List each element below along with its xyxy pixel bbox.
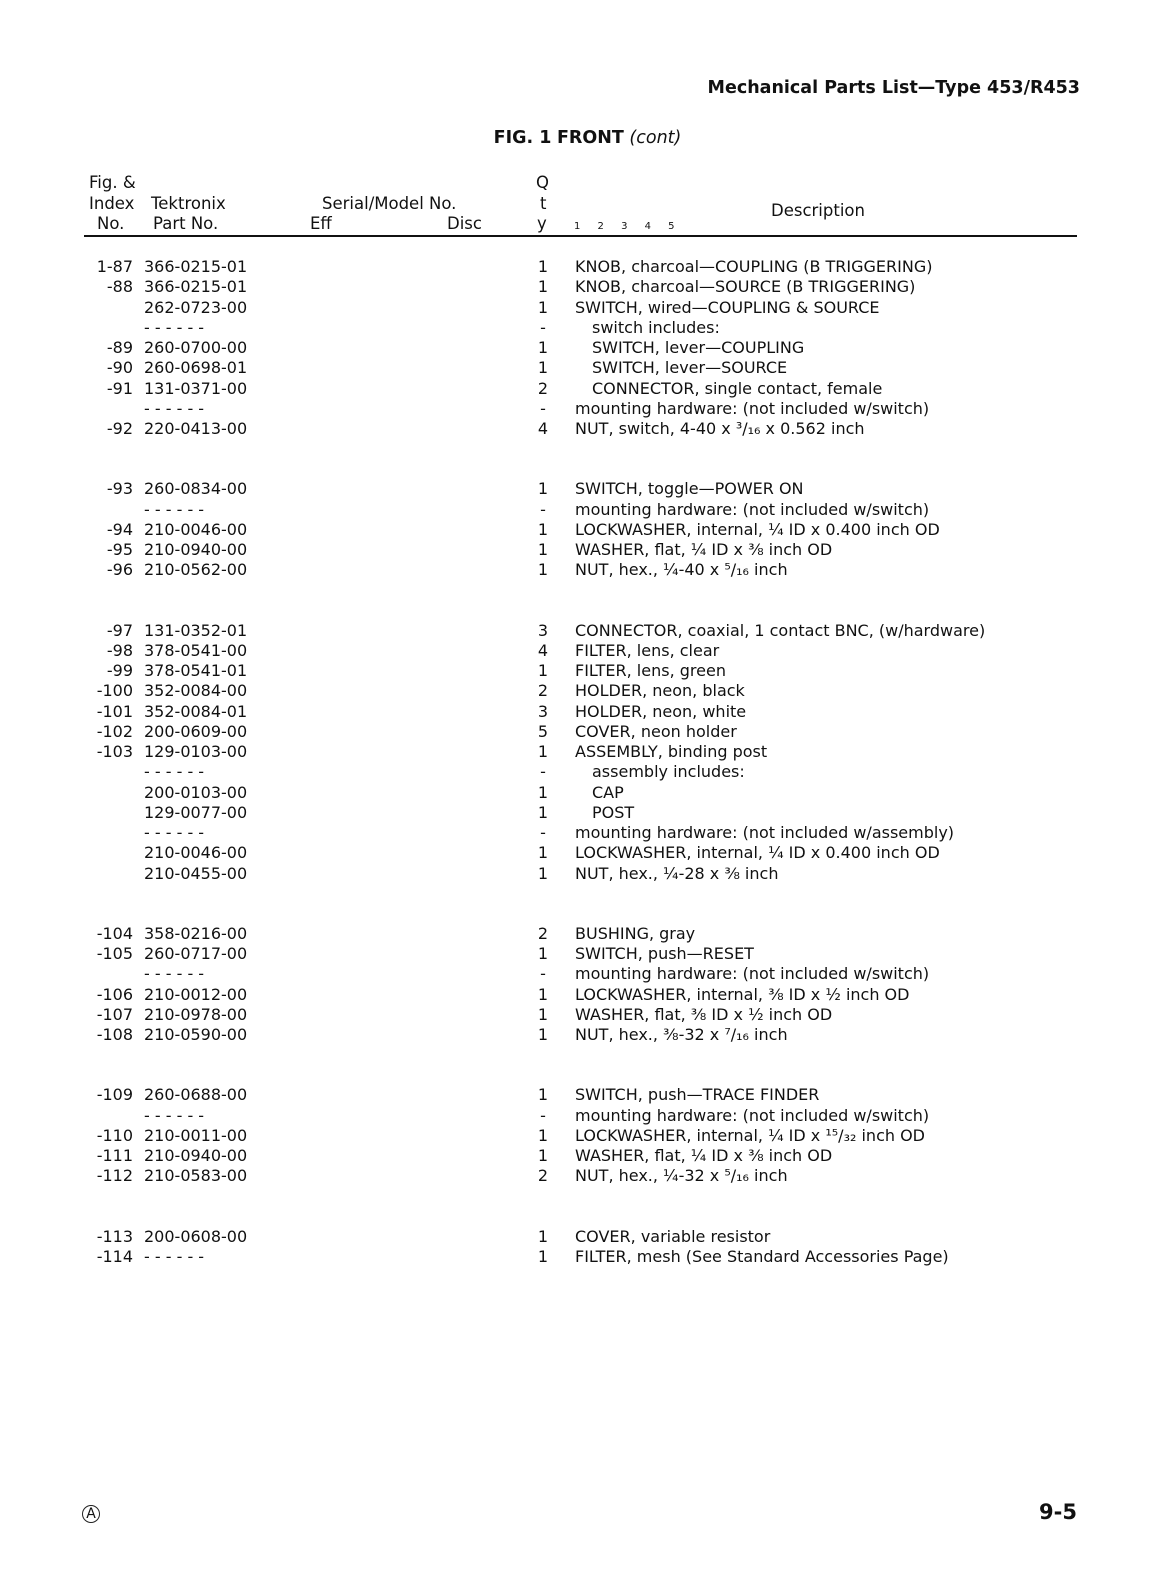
part-number-cell: 220-0413-00 — [144, 419, 248, 438]
index-cell: -109 — [96, 1085, 133, 1105]
index-cell: -111 — [96, 1146, 133, 1165]
quantity-cell: 1 — [537, 1226, 549, 1246]
col-header-fig: Fig. & — [89, 173, 136, 192]
col-header-part-no: Part No. — [153, 214, 219, 233]
index-cell: -89 — [106, 338, 133, 357]
quantity-cell: - — [540, 1105, 546, 1125]
index-cell: -98 — [106, 640, 133, 660]
table-row — [0, 358, 1175, 378]
part-number-cell: 210-0562-00 — [144, 560, 248, 580]
description-cell: SWITCH, wired—COUPLING & SOURCE — [575, 297, 880, 317]
part-number-cell: 262-0723-00 — [144, 297, 248, 317]
col-header-eff: Eff — [310, 214, 332, 233]
index-cell: -112 — [96, 1166, 133, 1186]
index-cell: -114 — [96, 1246, 133, 1266]
quantity-cell: 1 — [537, 661, 549, 680]
index-cell: -102 — [96, 721, 133, 741]
description-cell: LOCKWASHER, internal, ¼ ID x 0.400 inch OD — [575, 843, 940, 863]
index-cell: -91 — [106, 378, 133, 398]
index-cell: -110 — [96, 1125, 133, 1145]
index-cell: -88 — [106, 277, 133, 297]
col-header-index: Index — [89, 194, 135, 213]
description-cell: switch includes: — [592, 317, 720, 337]
part-number-cell: 260-0834-00 — [144, 479, 248, 499]
table-row — [0, 479, 1175, 499]
description-cell: CONNECTOR, coaxial, 1 contact BNC, (w/hardware) — [575, 620, 986, 640]
part-number-cell: 210-0011-00 — [144, 1125, 248, 1145]
part-number-cell: 260-0717-00 — [144, 944, 248, 963]
description-cell: COVER, neon holder — [575, 721, 737, 741]
table-row — [0, 277, 1175, 297]
part-number-cell: 366-0215-01 — [144, 277, 248, 297]
index-cell: -106 — [96, 984, 133, 1004]
part-number-cell: 131-0371-00 — [144, 378, 248, 398]
quantity-cell: 2 — [537, 1166, 549, 1186]
part-number-cell: - - - - - - — [144, 823, 205, 842]
table-row — [0, 399, 1175, 419]
quantity-cell: 1 — [537, 560, 549, 580]
figure-title — [0, 128, 1175, 148]
table-row — [0, 500, 1175, 520]
quantity-cell: 1 — [537, 1146, 549, 1165]
description-cell: FILTER, lens, green — [575, 661, 726, 680]
table-row — [0, 621, 1175, 641]
index-cell: -95 — [106, 540, 133, 559]
quantity-cell: 1 — [537, 802, 549, 822]
running-head: Mechanical Parts List—Type 453/R453 — [707, 78, 1080, 98]
part-number-cell: 210-0940-00 — [144, 1146, 248, 1165]
group-spacer — [0, 581, 1175, 621]
quantity-cell: 2 — [537, 681, 549, 701]
quantity-cell: 1 — [537, 984, 549, 1004]
description-cell: mounting hardware: (not included w/switch) — [575, 1105, 930, 1125]
group-spacer — [0, 439, 1175, 479]
figure-number: FIG. 1 — [493, 128, 552, 148]
part-number-cell: 260-0698-01 — [144, 358, 248, 378]
description-cell: FILTER, mesh (See Standard Accessories Page) — [575, 1246, 949, 1266]
quantity-cell: 1 — [537, 277, 549, 297]
table-row — [0, 540, 1175, 560]
table-row — [0, 641, 1175, 661]
table-row — [0, 661, 1175, 681]
table-row — [0, 762, 1175, 782]
quantity-cell: 1 — [537, 843, 549, 863]
part-number-cell: 378-0541-01 — [144, 661, 248, 680]
col-header-serial: Serial/Model No. — [322, 194, 457, 213]
table-row — [0, 419, 1175, 439]
index-cell: -97 — [106, 620, 133, 640]
description-cell: NUT, switch, 4-40 x ³/₁₆ x 0.562 inch — [575, 419, 865, 438]
index-cell: -94 — [106, 519, 133, 539]
part-number-cell: 129-0103-00 — [144, 742, 248, 761]
index-cell: -104 — [96, 923, 133, 943]
index-cell: -113 — [96, 1226, 133, 1246]
part-number-cell: - - - - - - — [144, 499, 205, 519]
table-row — [0, 338, 1175, 358]
footer-mark: A — [82, 1505, 100, 1523]
part-number-cell: 200-0103-00 — [144, 782, 248, 802]
table-row — [0, 864, 1175, 884]
table-row — [0, 964, 1175, 984]
group-spacer — [0, 1187, 1175, 1227]
index-cell: -105 — [96, 944, 133, 963]
col-header-qty-t: t — [540, 194, 547, 213]
part-number-cell: 210-0978-00 — [144, 1004, 248, 1024]
part-number-cell: - - - - - - — [144, 1246, 205, 1266]
quantity-cell: 4 — [537, 640, 549, 660]
group-spacer — [0, 1045, 1175, 1085]
index-cell: -100 — [96, 681, 133, 701]
part-number-cell: 352-0084-01 — [144, 701, 248, 721]
col-header-disc: Disc — [447, 214, 482, 233]
figure-cont: (cont) — [629, 128, 682, 148]
col-header-tektronix: Tektronix — [151, 194, 226, 213]
description-cell: LOCKWASHER, internal, ¼ ID x 0.400 inch OD — [575, 519, 940, 539]
description-cell: WASHER, flat, ¼ ID x ⅜ inch OD — [575, 540, 833, 559]
index-cell: -101 — [96, 701, 133, 721]
quantity-cell: 1 — [537, 782, 549, 802]
table-row — [0, 742, 1175, 762]
description-cell: SWITCH, push—TRACE FINDER — [575, 1085, 820, 1105]
quantity-cell: 1 — [537, 358, 549, 378]
description-cell: HOLDER, neon, white — [575, 701, 747, 721]
page-number: 9-5 — [1039, 1500, 1077, 1524]
quantity-cell: 2 — [537, 378, 549, 398]
table-row — [0, 1247, 1175, 1267]
index-cell: -90 — [106, 358, 133, 378]
quantity-cell: - — [540, 762, 546, 782]
col-header-no: No. — [97, 214, 125, 233]
index-cell: -96 — [106, 560, 133, 580]
table-row — [0, 1025, 1175, 1045]
quantity-cell: 1 — [537, 479, 549, 499]
group-spacer — [0, 884, 1175, 924]
description-cell: WASHER, flat, ⅜ ID x ½ inch OD — [575, 1004, 833, 1024]
description-cell: BUSHING, gray — [575, 923, 696, 943]
part-number-cell: 200-0609-00 — [144, 721, 248, 741]
table-row — [0, 379, 1175, 399]
table-row — [0, 298, 1175, 318]
quantity-cell: 1 — [537, 1025, 549, 1044]
description-cell: SWITCH, toggle—POWER ON — [575, 479, 804, 499]
description-cell: LOCKWASHER, internal, ⅜ ID x ½ inch OD — [575, 984, 910, 1004]
part-number-cell: 358-0216-00 — [144, 923, 248, 943]
table-row — [0, 702, 1175, 722]
description-cell: HOLDER, neon, black — [575, 681, 745, 701]
index-cell: -103 — [96, 742, 133, 761]
col-header-qty-y: y — [537, 214, 547, 233]
description-cell: mounting hardware: (not included w/assembly) — [575, 823, 955, 842]
description-cell: SWITCH, lever—COUPLING — [592, 338, 805, 357]
table-row — [0, 944, 1175, 964]
part-number-cell: 210-0455-00 — [144, 863, 248, 883]
table-row — [0, 985, 1175, 1005]
part-number-cell: 366-0215-01 — [144, 257, 248, 276]
table-row — [0, 924, 1175, 944]
table-row — [0, 783, 1175, 803]
table-row — [0, 520, 1175, 540]
description-cell: NUT, hex., ¼-40 x ⁵/₁₆ inch — [575, 560, 788, 580]
quantity-cell: 3 — [537, 701, 549, 721]
part-number-cell: 210-0046-00 — [144, 843, 248, 863]
quantity-cell: 1 — [537, 742, 549, 761]
table-row — [0, 803, 1175, 823]
part-number-cell: 378-0541-00 — [144, 640, 248, 660]
description-cell: POST — [592, 802, 635, 822]
description-cell: KNOB, charcoal—SOURCE (B TRIGGERING) — [575, 277, 916, 297]
description-cell: CONNECTOR, single contact, female — [592, 378, 883, 398]
index-cell: -93 — [106, 479, 133, 499]
description-cell: KNOB, charcoal—COUPLING (B TRIGGERING) — [575, 257, 933, 276]
col-header-levels: 1 2 3 4 5 — [574, 221, 682, 232]
description-cell: ASSEMBLY, binding post — [575, 742, 768, 761]
quantity-cell: 5 — [537, 721, 549, 741]
quantity-cell: 1 — [537, 1085, 549, 1105]
description-cell: NUT, hex., ¼-32 x ⁵/₁₆ inch — [575, 1166, 788, 1186]
table-row — [0, 1227, 1175, 1247]
description-cell: CAP — [592, 782, 624, 802]
part-number-cell: 200-0608-00 — [144, 1226, 248, 1246]
index-cell: -107 — [96, 1004, 133, 1024]
description-cell: SWITCH, push—RESET — [575, 944, 754, 963]
table-row — [0, 1126, 1175, 1146]
description-cell: NUT, hex., ⅜-32 x ⁷/₁₆ inch — [575, 1025, 788, 1044]
part-number-cell: 210-0583-00 — [144, 1166, 248, 1186]
part-number-cell: 260-0688-00 — [144, 1085, 248, 1105]
part-number-cell: 131-0352-01 — [144, 620, 248, 640]
col-header-description: Description — [771, 201, 865, 220]
table-row — [0, 1106, 1175, 1126]
part-number-cell: 210-0940-00 — [144, 540, 248, 559]
index-cell: 1-87 — [96, 257, 133, 276]
table-row — [0, 1085, 1175, 1105]
quantity-cell: 2 — [537, 923, 549, 943]
part-number-cell: 210-0590-00 — [144, 1025, 248, 1044]
description-cell: assembly includes: — [592, 762, 745, 782]
part-number-cell: - - - - - - — [144, 317, 205, 337]
quantity-cell: - — [540, 317, 546, 337]
quantity-cell: - — [540, 398, 546, 418]
table-row — [0, 823, 1175, 843]
part-number-cell: 210-0012-00 — [144, 984, 248, 1004]
quantity-cell: 3 — [537, 620, 549, 640]
col-header-qty-q: Q — [536, 173, 549, 192]
description-cell: mounting hardware: (not included w/switch) — [575, 964, 930, 984]
part-number-cell: 129-0077-00 — [144, 802, 248, 822]
table-row — [0, 1166, 1175, 1186]
header-rule — [84, 235, 1077, 237]
table-row — [0, 1146, 1175, 1166]
quantity-cell: 4 — [537, 419, 549, 438]
quantity-cell: 1 — [537, 863, 549, 883]
description-cell: FILTER, lens, clear — [575, 640, 720, 660]
part-number-cell: - - - - - - — [144, 964, 205, 984]
description-cell: SWITCH, lever—SOURCE — [592, 358, 788, 378]
table-row — [0, 843, 1175, 863]
description-cell: mounting hardware: (not included w/switch) — [575, 499, 930, 519]
table-row — [0, 257, 1175, 277]
index-cell: -92 — [106, 419, 133, 438]
quantity-cell: 1 — [537, 338, 549, 357]
figure-name: FRONT — [556, 128, 624, 148]
description-cell: NUT, hex., ¼-28 x ⅜ inch — [575, 863, 779, 883]
quantity-cell: 1 — [537, 1004, 549, 1024]
table-row — [0, 318, 1175, 338]
table-row — [0, 560, 1175, 580]
quantity-cell: 1 — [537, 944, 549, 963]
quantity-cell: 1 — [537, 519, 549, 539]
part-number-cell: - - - - - - — [144, 762, 205, 782]
description-cell: COVER, variable resistor — [575, 1226, 771, 1246]
description-cell: WASHER, flat, ¼ ID x ⅜ inch OD — [575, 1146, 833, 1165]
part-number-cell: - - - - - - — [144, 1105, 205, 1125]
table-row — [0, 681, 1175, 701]
table-row — [0, 722, 1175, 742]
quantity-cell: 1 — [537, 257, 549, 276]
part-number-cell: 260-0700-00 — [144, 338, 248, 357]
quantity-cell: - — [540, 823, 546, 842]
quantity-cell: - — [540, 499, 546, 519]
quantity-cell: 1 — [537, 297, 549, 317]
description-cell: LOCKWASHER, internal, ¼ ID x ¹⁵/₃₂ inch OD — [575, 1125, 925, 1145]
parts-list — [0, 257, 1175, 1267]
quantity-cell: 1 — [537, 1246, 549, 1266]
part-number-cell: 210-0046-00 — [144, 519, 248, 539]
part-number-cell: 352-0084-00 — [144, 681, 248, 701]
table-row — [0, 1005, 1175, 1025]
quantity-cell: 1 — [537, 1125, 549, 1145]
part-number-cell: - - - - - - — [144, 398, 205, 418]
index-cell: -108 — [96, 1025, 133, 1044]
quantity-cell: 1 — [537, 540, 549, 559]
index-cell: -99 — [106, 661, 133, 680]
description-cell: mounting hardware: (not included w/switch) — [575, 398, 930, 418]
quantity-cell: - — [540, 964, 546, 984]
